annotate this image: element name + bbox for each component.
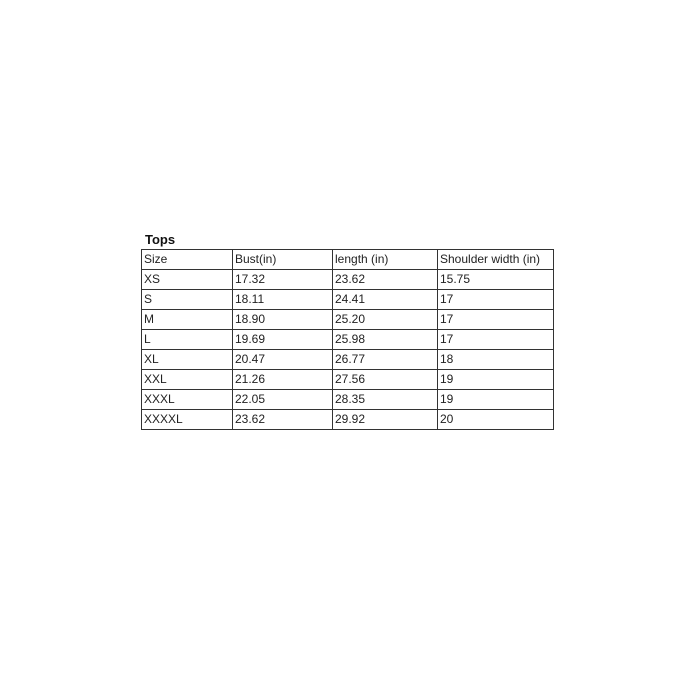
cell-length: 29.92 <box>333 410 438 430</box>
cell-bust: 20.47 <box>233 350 333 370</box>
cell-shoulder-width: 15.75 <box>438 270 554 290</box>
cell-size: XXXXL <box>142 410 233 430</box>
cell-bust: 18.11 <box>233 290 333 310</box>
table-row <box>142 350 554 370</box>
cell-length: 27.56 <box>333 370 438 390</box>
size-table <box>141 249 554 430</box>
cell-size: XXXL <box>142 390 233 410</box>
table-row <box>142 410 554 430</box>
table-header-row <box>142 250 554 270</box>
table-row <box>142 330 554 350</box>
table-row <box>142 310 554 330</box>
table-row <box>142 270 554 290</box>
cell-bust: 17.32 <box>233 270 333 290</box>
cell-bust: 19.69 <box>233 330 333 350</box>
cell-length: 23.62 <box>333 270 438 290</box>
cell-shoulder-width: 19 <box>438 390 554 410</box>
table-row <box>142 370 554 390</box>
cell-shoulder-width: 20 <box>438 410 554 430</box>
cell-shoulder-width: 18 <box>438 350 554 370</box>
cell-shoulder-width: 19 <box>438 370 554 390</box>
cell-bust: 21.26 <box>233 370 333 390</box>
cell-size: XXL <box>142 370 233 390</box>
table-row <box>142 290 554 310</box>
cell-size: XL <box>142 350 233 370</box>
cell-length: 28.35 <box>333 390 438 410</box>
cell-shoulder-width: 17 <box>438 290 554 310</box>
cell-bust: 18.90 <box>233 310 333 330</box>
cell-length: 25.20 <box>333 310 438 330</box>
cell-size: L <box>142 330 233 350</box>
cell-size: S <box>142 290 233 310</box>
cell-length: 25.98 <box>333 330 438 350</box>
header-cell-size: Size <box>142 250 233 270</box>
cell-size: M <box>142 310 233 330</box>
cell-length: 26.77 <box>333 350 438 370</box>
cell-bust: 23.62 <box>233 410 333 430</box>
header-cell-length: length (in) <box>333 250 438 270</box>
header-cell-shoulder-width: Shoulder width (in) <box>438 250 554 270</box>
table-title: Tops <box>145 232 176 247</box>
cell-size: XS <box>142 270 233 290</box>
table-row <box>142 390 554 410</box>
cell-shoulder-width: 17 <box>438 330 554 350</box>
cell-shoulder-width: 17 <box>438 310 554 330</box>
header-cell-bust: Bust(in) <box>233 250 333 270</box>
cell-bust: 22.05 <box>233 390 333 410</box>
cell-length: 24.41 <box>333 290 438 310</box>
